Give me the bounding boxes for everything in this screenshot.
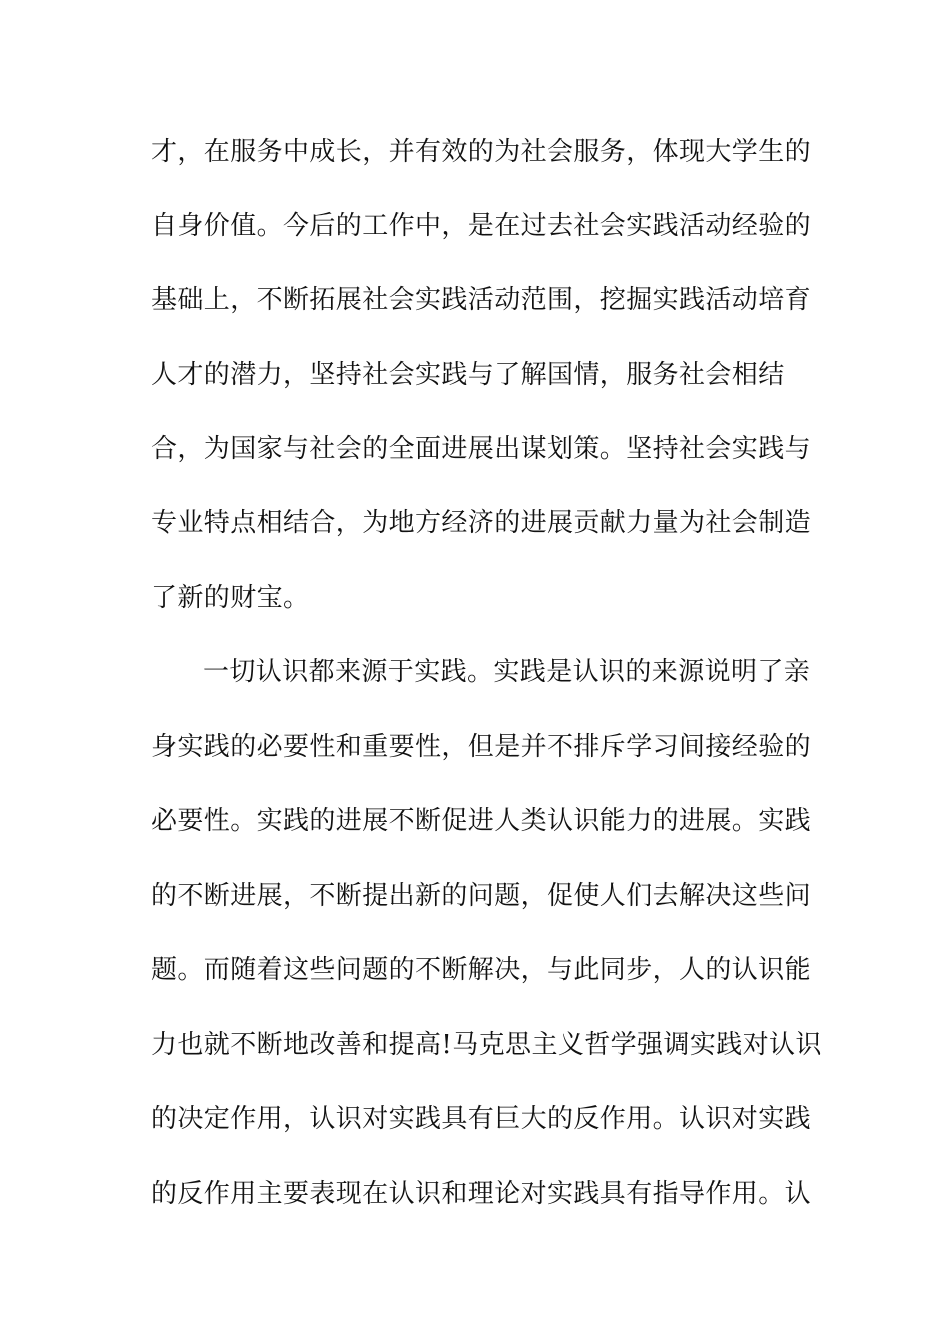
text-line: 人才的潜力，坚持社会实践与了解国情，服务社会相结 [151,360,785,390]
text-line: 合，为国家与社会的全面进展出谋划策。坚持社会实践与 [151,434,812,464]
text-line: 的反作用主要表现在认识和理论对实践具有指导作用。认 [151,1179,812,1209]
paragraph-first-line: 一切认识都来源于实践。实践是认识的来源说明了亲 [203,657,811,687]
text-line: 的不断进展，不断提出新的问题，促使人们去解决这些问 [151,881,812,911]
text-line: 基础上，不断拓展社会实践活动范围，挖掘实践活动培育 [151,285,812,315]
text-line: 题。而随着这些问题的不断解决，与此同步，人的认识能 [151,955,812,985]
text-line: 必要性。实践的进展不断促进人类认识能力的进展。实践 [151,806,812,836]
text-line: 自身价值。今后的工作中，是在过去社会实践活动经验的 [151,211,812,241]
text-line: 身实践的必要性和重要性，但是并不排斥学习间接经验的 [151,732,812,762]
text-line: 才，在服务中成长，并有效的为社会服务，体现大学生的 [151,137,812,167]
text-line: 了新的财宝。 [151,583,310,613]
text-line: 的决定作用，认识对实践具有巨大的反作用。认识对实践 [151,1104,812,1134]
text-line: 力也就不断地改善和提高!马克思主义哲学强调实践对认识 [151,1030,822,1060]
text-line: 专业特点相结合，为地方经济的进展贡献力量为社会制造 [151,508,812,538]
